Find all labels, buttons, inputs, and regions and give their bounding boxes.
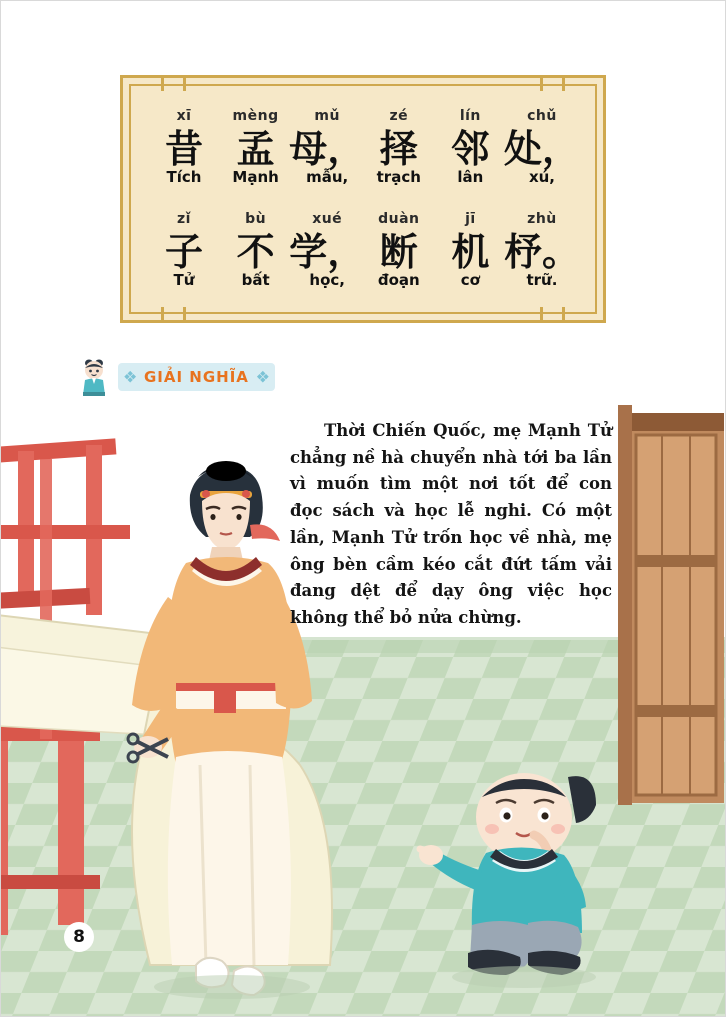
panel-notch [562, 75, 565, 91]
pinyin: mèng [232, 108, 279, 125]
mascot-icon [78, 357, 112, 397]
hanzi: 子 [164, 228, 203, 274]
hanzi: 学， [289, 228, 366, 274]
verse-char [503, 211, 580, 290]
hanzi: 孟 [236, 125, 275, 171]
hanzi: 母， [289, 125, 366, 171]
verse-char [364, 212, 434, 289]
verse-char [289, 108, 366, 187]
pinyin: xué [312, 211, 343, 228]
panel-corner-top-left [120, 75, 149, 104]
hanzi: 处， [503, 125, 580, 171]
section-badge-label: GIẢI NGHĨA [144, 368, 249, 386]
han-viet: Mạnh [232, 168, 279, 187]
han-viet: cơ [460, 271, 480, 290]
han-viet: trữ. [526, 271, 558, 290]
hanzi: 机 [451, 228, 490, 274]
panel-notch [183, 307, 186, 323]
pinyin: lín [459, 108, 481, 125]
panel-notch [562, 307, 565, 323]
pinyin: chǔ [527, 108, 557, 125]
panel-corner-top-right [577, 75, 606, 104]
verse-char [435, 212, 505, 289]
pinyin: jī [465, 211, 476, 228]
pinyin: zé [389, 108, 409, 125]
han-viet: Tích [166, 168, 202, 187]
hanzi: 不 [236, 228, 275, 274]
pinyin: duàn [378, 211, 420, 228]
hanzi: 邻 [451, 125, 490, 171]
badge-ornament-left-icon: ❖ [123, 367, 138, 387]
verse-panel [120, 75, 606, 323]
hanzi: 断 [379, 228, 418, 274]
panel-notch [161, 307, 164, 323]
verse-char [503, 108, 580, 187]
pinyin: zǐ [177, 211, 191, 228]
pinyin: bù [245, 211, 267, 228]
panel-corner-bottom-left [120, 294, 149, 323]
badge-ornament-right-icon: ❖ [255, 367, 270, 387]
section-header [78, 355, 275, 399]
verse-char [149, 212, 219, 289]
han-viet: học, [309, 271, 345, 290]
han-viet: bất [241, 271, 270, 290]
hanzi: 昔 [164, 125, 203, 171]
han-viet: lân [457, 168, 484, 187]
pinyin: xī [176, 108, 192, 125]
door [618, 405, 724, 805]
panel-notch [540, 307, 543, 323]
han-viet: trạch [376, 168, 421, 187]
panel-notch [161, 75, 164, 91]
panel-notch [540, 75, 543, 91]
explanation-paragraph: Thời Chiến Quốc, mẹ Mạnh Tử chẳng nề hà chuyển nhà tới ba lần vì muốn tìm một nơi tốt để con đọc sách và học lễ nghi. Có một lần, Mạnh Tử trốn học về nhà, mẹ ông bèn cầm kéo cắt đứt tấm vải đang dệt để dạy ông việc học không thể bỏ nửa chừng. [290, 421, 612, 628]
verse-line-1 [149, 108, 580, 187]
han-viet: xú, [528, 168, 555, 187]
han-viet: Tử [173, 271, 195, 290]
section-badge [118, 363, 275, 391]
verse-char [364, 109, 434, 186]
verse-char [149, 109, 219, 186]
hanzi: 择 [379, 125, 418, 171]
han-viet: đoạn [377, 271, 420, 290]
hanzi: 杼。 [503, 228, 580, 274]
page-number: 8 [64, 922, 94, 952]
verse-char [221, 212, 291, 289]
verse-lines [149, 96, 580, 302]
verse-char [289, 211, 366, 290]
panel-corner-bottom-right [577, 294, 606, 323]
pinyin: mǔ [314, 108, 340, 125]
verse-char [221, 109, 291, 186]
pinyin: zhù [527, 211, 557, 228]
verse-char [435, 109, 505, 186]
verse-line-2 [149, 211, 580, 290]
panel-notch [183, 75, 186, 91]
han-viet: mẫu, [306, 168, 349, 187]
